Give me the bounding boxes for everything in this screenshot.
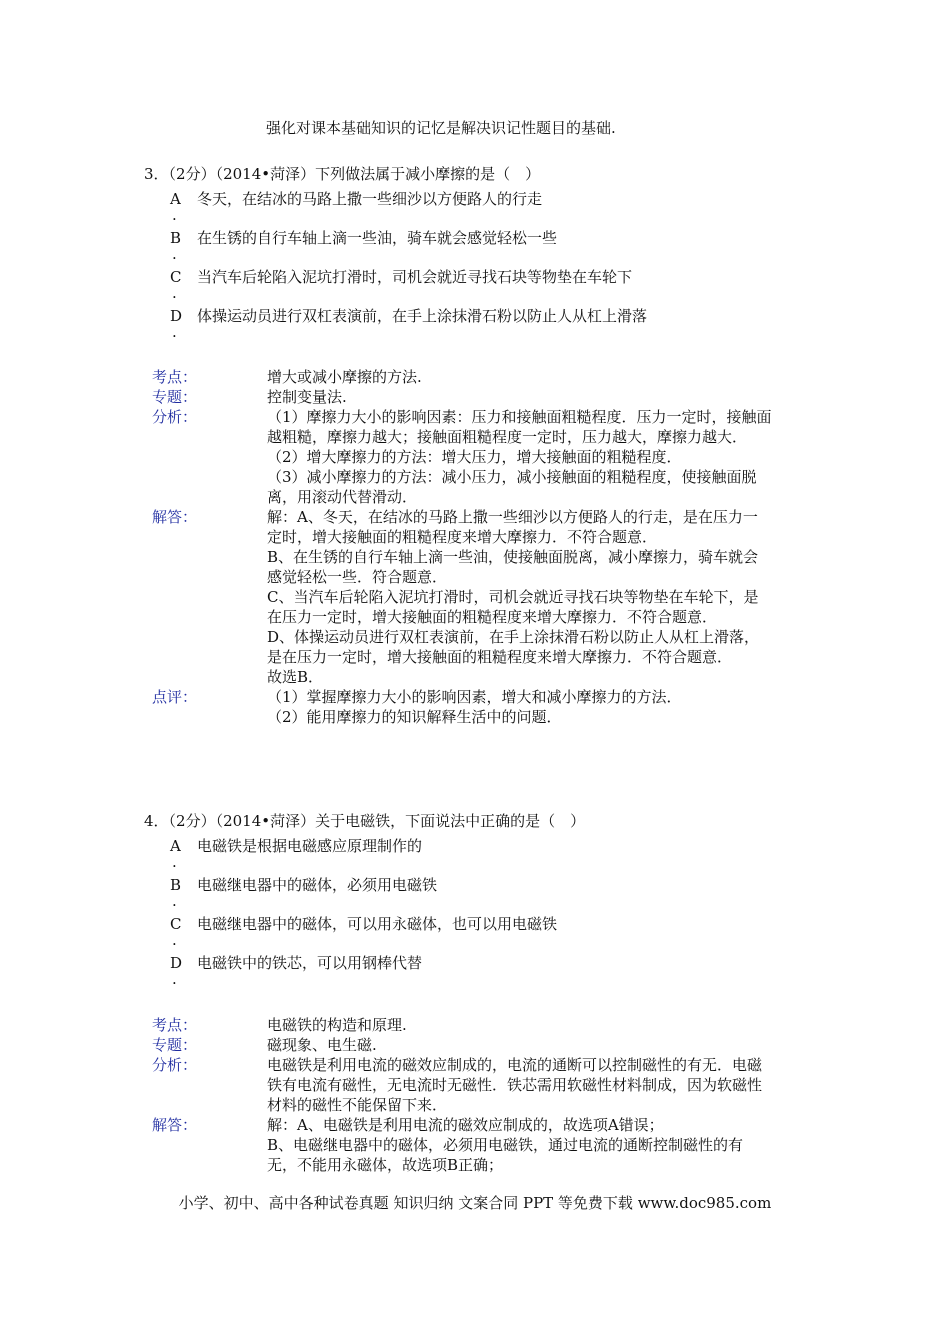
fenxi-label: 分析： (152, 408, 198, 426)
kaodian-text: 电磁铁的构造和原理. (267, 1016, 407, 1034)
jieda-label: 解答： (152, 1116, 198, 1134)
option-text: 电磁继电器中的磁体，可以用永磁体，也可以用电磁铁 (197, 915, 558, 933)
question-4-option-d (144, 952, 784, 991)
option-letter: C (170, 915, 182, 933)
zhuanti-row (152, 387, 792, 407)
option-letter: D (170, 307, 183, 325)
question-4-option-a (144, 835, 784, 874)
fenxi-label: 分析： (152, 1056, 198, 1074)
fenxi-paragraph: （1）摩擦力大小的影响因素：压力和接触面粗糙程度．压力一定时，接触面越粗糙，摩擦力越大；接触面粗糙程度一定时，压力越大，摩擦力越大． (267, 408, 772, 446)
jieda-paragraph: B、电磁继电器中的磁体，必须用电磁铁，通过电流的通断控制磁性的有无，不能用永磁体，故选项B正确； (267, 1136, 744, 1174)
question-4 (144, 809, 784, 991)
option-letter: D (170, 954, 183, 972)
question-4-analysis (152, 1015, 792, 1175)
jieda-paragraph: C、当汽车后轮陷入泥坑打滑时，司机会就近寻找石块等物垫在车轮下，是在压力一定时，增大接触面的粗糙程度来增大摩擦力．不符合题意． (267, 588, 759, 626)
option-letter: C (170, 268, 182, 286)
fenxi-paragraph: 电磁铁是利用电流的磁效应制成的，电流的通断可以控制磁性的有无．电磁铁有电流有磁性，无电流时无磁性．铁芯需用软磁性材料制成，因为软磁性材料的磁性不能保留下来． (267, 1056, 763, 1114)
option-letter: B (170, 876, 182, 894)
zhuanti-text: 控制变量法. (267, 388, 347, 406)
option-letter: B (170, 229, 182, 247)
question-3-stem: 3．（2分）（2014•菏泽）下列做法属于减小摩擦的是（ ） (144, 165, 541, 183)
question-3-option-c (144, 266, 784, 305)
option-dot: . (172, 892, 177, 910)
question-3-analysis (152, 367, 792, 727)
option-text: 电磁铁是根据电磁感应原理制作的 (197, 837, 423, 855)
jieda-row (152, 1115, 792, 1175)
question-4-option-b (144, 874, 784, 913)
option-dot: . (172, 970, 177, 988)
option-dot: . (172, 284, 177, 302)
question-3-option-b (144, 227, 784, 266)
option-dot: . (172, 931, 177, 949)
zhuanti-text: 磁现象、电生磁. (267, 1036, 377, 1054)
kaodian-label: 考点： (152, 368, 198, 386)
fenxi-paragraph: （2）增大摩擦力的方法：增大压力，增大接触面的粗糙程度． (267, 448, 682, 466)
dianping-row (152, 687, 792, 727)
dianping-paragraph: （1）掌握摩擦力大小的影响因素，增大和减小摩擦力的方法． (267, 688, 682, 706)
jieda-paragraph: 解：A、电磁铁是利用电流的磁效应制成的，故选项A错误； (267, 1116, 664, 1134)
question-3 (144, 162, 784, 344)
kaodian-text: 增大或减小摩擦的方法. (267, 368, 422, 386)
kaodian-row (152, 1015, 792, 1035)
option-text: 体操运动员进行双杠表演前，在手上涂抹滑石粉以防止人从杠上滑落 (197, 307, 648, 325)
question-3-option-d (144, 305, 784, 344)
jieda-row (152, 507, 792, 687)
option-dot: . (172, 206, 177, 224)
fenxi-paragraph: （3）减小摩擦力的方法：减小压力，减小接触面的粗糙程度，使接触面脱离，用滚动代替滑动． (267, 468, 757, 506)
kaodian-label: 考点： (152, 1016, 198, 1034)
option-text: 当汽车后轮陷入泥坑打滑时，司机会就近寻找石块等物垫在车轮下 (197, 268, 633, 286)
dianping-label: 点评： (152, 688, 198, 706)
fenxi-row (152, 1055, 792, 1115)
zhuanti-row (152, 1035, 792, 1055)
dianping-paragraph: （2）能用摩擦力的知识解释生活中的问题． (267, 708, 562, 726)
jieda-paragraph: D、体操运动员进行双杠表演前，在手上涂抹滑石粉以防止人从杠上滑落，是在压力一定时，增大接触面的粗糙程度来增大摩擦力．不符合题意． (267, 628, 760, 666)
kaodian-row (152, 367, 792, 387)
question-4-stem: 4．（2分）（2014•菏泽）关于电磁铁，下面说法中正确的是（ ） (144, 812, 586, 830)
option-text: 在生锈的自行车轴上滴一些油，骑车就会感觉轻松一些 (197, 229, 558, 247)
option-text: 电磁铁中的铁芯，可以用钢棒代替 (197, 954, 423, 972)
question-4-option-c (144, 913, 784, 952)
question-3-option-a (144, 188, 784, 227)
zhuanti-label: 专题： (152, 388, 198, 406)
fenxi-row (152, 407, 792, 507)
jieda-paragraph: 解：A、冬天，在结冰的马路上撒一些细沙以方便路人的行走，是在压力一定时，增大接触面的粗糙程度来增大摩擦力．不符合题意． (267, 508, 758, 546)
jieda-paragraph: B、在生锈的自行车轴上滴一些油，使接触面脱离，减小摩擦力，骑车就会感觉轻松一些．符合题意． (267, 548, 759, 586)
zhuanti-label: 专题： (152, 1036, 198, 1054)
jieda-paragraph: 故选B． (267, 668, 324, 686)
jieda-label: 解答： (152, 508, 198, 526)
intro-text: 强化对课本基础知识的记忆是解决识记性题目的基础. (266, 119, 616, 137)
page-footer: 小学、初中、高中各种试卷真题 知识归纳 文案合同 PPT 等免费下载 www.doc985.com (178, 1194, 772, 1212)
option-dot: . (172, 245, 177, 263)
option-text: 冬天，在结冰的马路上撒一些细沙以方便路人的行走 (197, 190, 543, 208)
option-letter: A (170, 837, 181, 855)
option-text: 电磁继电器中的磁体，必须用电磁铁 (197, 876, 438, 894)
option-letter: A (170, 190, 181, 208)
option-dot: . (172, 323, 177, 341)
option-dot: . (172, 853, 177, 871)
